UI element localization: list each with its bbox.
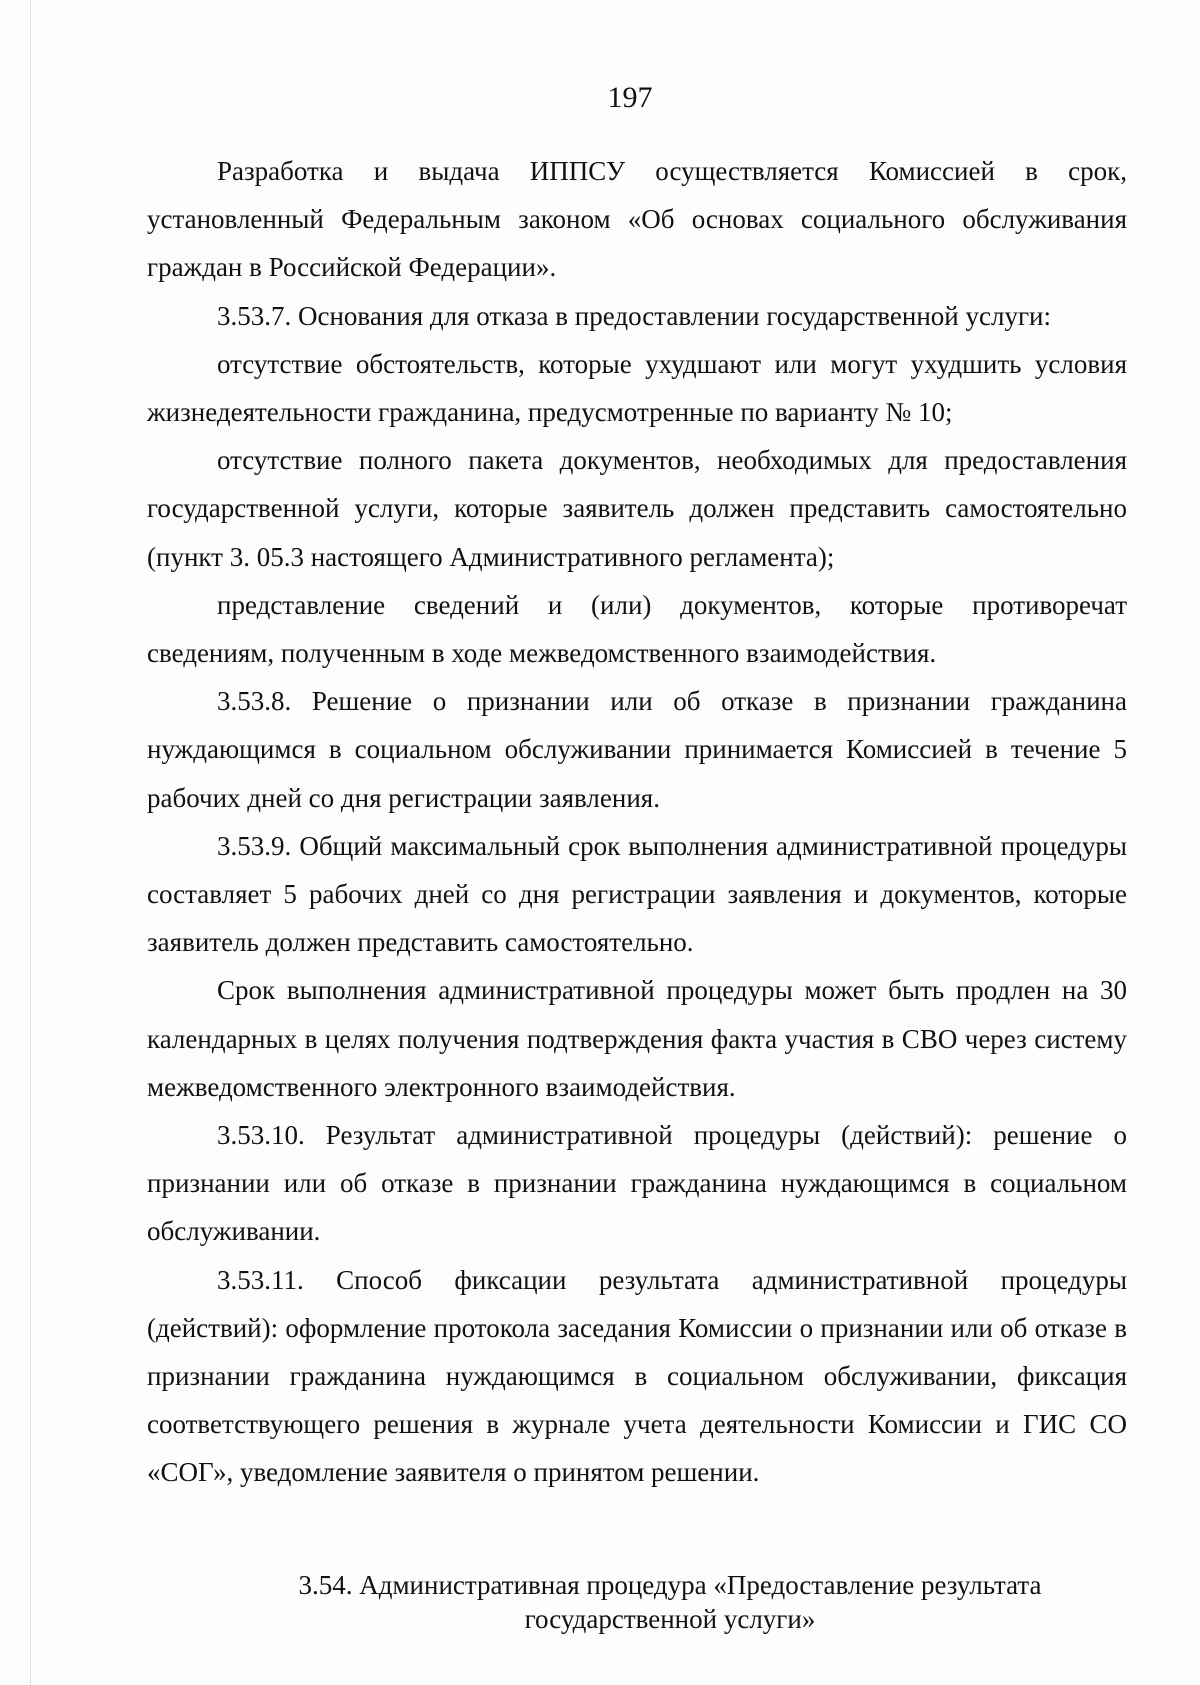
paragraph-3-53-9: 3.53.9. Общий максимальный срок выполнения административной процедуры составляет 5 рабочих дней со дня регистрации заявления и документов, которые заявитель должен представить самостоятельно.	[147, 830, 1127, 958]
document-body	[147, 147, 1127, 1497]
paragraph-refusal-reason-contradictions: представление сведений и (или) документов, которые противоречат сведениям, полученным в ходе межведомственного взаимодействия.	[147, 589, 1127, 669]
paragraph-term-extension: Срок выполнения административной процедуры может быть продлен на 30 календарных в целях получения подтверждения факта участия в СВО через систему межведомственного электронного взаимодействия.	[147, 975, 1127, 1102]
paragraph-3-53-8: 3.53.8. Решение о признании или об отказе в признании гражданина нуждающимся в социальном обслуживании принимается Комиссией в течение 5 рабочих дней со дня регистрации заявления.	[147, 686, 1127, 813]
section-heading-line-1: 3.54. Административная процедура «Предоставление результата	[298, 1570, 1042, 1600]
paragraph-ippsu-development: Разработка и выдача ИППСУ осуществляется Комиссией в срок, установленный Федеральным законом «Об основах социального обслуживания граждан в Российской Федерации».	[147, 156, 1127, 283]
paragraph-refusal-reason-circumstances: отсутствие обстоятельств, которые ухудшают или могут ухудшить условия жизнедеятельности гражданина, предусмотренные по варианту № 10;	[147, 348, 1127, 428]
paragraph-3-53-11: 3.53.11. Способ фиксации результата административной процедуры (действий): оформление протокола заседания Комиссии о признании или об отказе в признании гражданина нуждающимся в социальном обслуживании, фиксация соответствующего решения в журнале учета деятельности Комиссии и ГИС СО «СОГ», уведомление заявителя о принятом решении.	[147, 1264, 1127, 1488]
page-edge-line	[30, 0, 31, 1685]
section-heading-line-2: государственной услуги»	[524, 1604, 816, 1634]
section-heading-3-54	[240, 1568, 1100, 1636]
paragraph-3-53-7: 3.53.7. Основания для отказа в предоставлении государственной услуги:	[217, 300, 1051, 331]
paragraph-refusal-reason-documents: отсутствие полного пакета документов, необходимых для предоставления государственной услуги, которые заявитель должен представить самостоятельно (пункт 3. 05.3 настоящего Административного регламента);	[147, 445, 1127, 572]
page-number: 197	[607, 81, 653, 114]
paragraph-3-53-10: 3.53.10. Результат административной процедуры (действий): решение о признании или об отказе в признании гражданина нуждающимся в социальном обслуживании.	[147, 1120, 1127, 1247]
